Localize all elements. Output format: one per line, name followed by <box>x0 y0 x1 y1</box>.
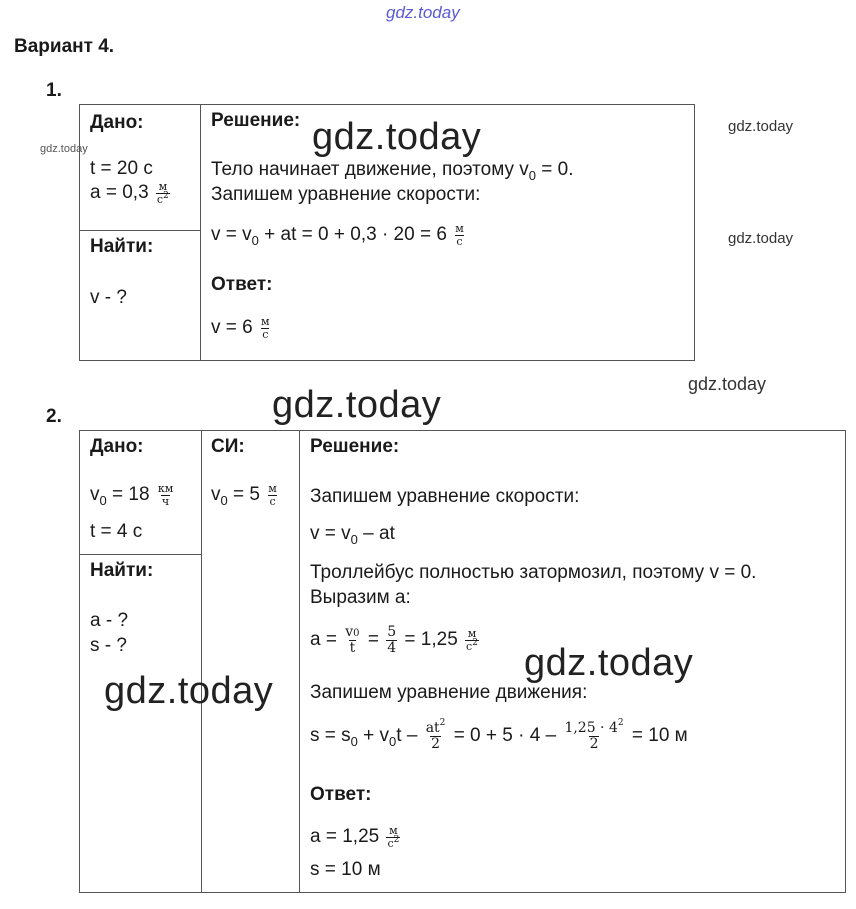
given-t: t = 4 с <box>90 521 143 542</box>
problem2-table <box>79 430 846 893</box>
find-a: a - ? <box>90 610 129 631</box>
watermark: gdz.today <box>728 230 794 247</box>
si-v0: $v_0 = 5$ $\frac{м}{с}$ <box>211 482 277 508</box>
watermark: gdz.today <box>688 374 767 394</box>
solution-line: Троллейбус полностью затормозил, поэтому v = 0. <box>310 562 757 583</box>
solution-line: Тело начинает движение, поэтому $v_0 = 0$. <box>211 159 574 183</box>
acceleration-equation: a = $\frac{v0}{t}$ = $\frac{5}{4}$ = 1,25 $\frac{м}{с^2}$ <box>310 624 478 656</box>
answer-header: Ответ: <box>211 274 273 295</box>
watermark: gdz.today <box>524 642 694 684</box>
answer: v = 6 $\frac{м}{с}$ <box>211 315 270 341</box>
solution-line: Запишем уравнение движения: <box>310 682 588 703</box>
najti-header: Найти: <box>90 236 154 257</box>
reshenie-header: Решение: <box>310 436 400 457</box>
watermark: gdz.today <box>40 143 88 155</box>
given-v0: $v_0 = 18$ $\frac{км}{ч}$ <box>90 482 174 508</box>
answer-a: a = 1,25 $\frac{м}{с^2}$ <box>310 824 400 850</box>
find: v - ? <box>90 287 127 308</box>
variant-title: Вариант 4. <box>14 36 115 57</box>
solution-line: Выразим a: <box>310 587 411 608</box>
solution-line: Запишем уравнение скорости: <box>310 486 580 507</box>
problem-number: 1. <box>46 80 62 101</box>
given-t: t = 20 с <box>90 158 153 179</box>
watermark: gdz.today <box>312 116 482 158</box>
si-header: СИ: <box>211 436 245 457</box>
watermark: gdz.today <box>386 3 460 22</box>
motion-equation: $s = s_0 + v_0t$ – $\frac{at^2}{2}$ = 0 + 5 · 4 – $\frac{1,25 \cdot 4^2}{2}$ = 10 м <box>310 718 688 752</box>
answer-s: s = 10 м <box>310 859 381 880</box>
watermark: gdz.today <box>104 670 274 712</box>
given-a: a = 0,3 $\frac{м}{с^2}$ <box>90 180 169 206</box>
najti-header: Найти: <box>90 560 154 581</box>
velocity-equation: $v = v_0$ + at = 0 + 0,3 · 20 = 6 $\frac{м}{с}$ <box>211 222 464 248</box>
watermark: gdz.today <box>272 384 442 426</box>
solution-line: Запишем уравнение скорости: <box>211 184 481 205</box>
find-s: s - ? <box>90 635 127 656</box>
reshenie-header: Решение: <box>211 110 301 131</box>
problem-number: 2. <box>46 406 62 427</box>
dano-header: Дано: <box>90 436 144 457</box>
dano-header: Дано: <box>90 112 144 133</box>
answer-header: Ответ: <box>310 784 372 805</box>
watermark: gdz.today <box>728 118 794 135</box>
velocity-equation: $v = v_0$ – at <box>310 523 395 547</box>
